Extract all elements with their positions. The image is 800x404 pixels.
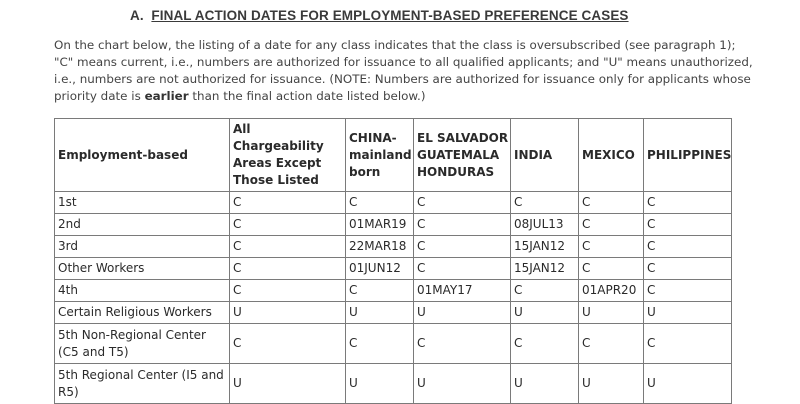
cell-china: C (346, 280, 414, 302)
table-row (55, 324, 732, 364)
cell-all-chargeability: C (230, 280, 346, 302)
cell-india: U (511, 302, 579, 324)
cell-all-chargeability: U (230, 364, 346, 404)
cell-china: C (346, 324, 414, 364)
table-row (55, 302, 732, 324)
intro-text-after: than the final action date listed below.) (188, 89, 426, 103)
table-row (55, 236, 732, 258)
header-all-chargeability: All Chargeability Areas Except Those Listed (230, 119, 346, 192)
table-row (55, 280, 732, 302)
table-row (55, 214, 732, 236)
cell-philippines: C (644, 236, 732, 258)
cell-philippines: C (644, 192, 732, 214)
header-employment-based: Employment-based (55, 119, 230, 192)
cell-mexico: U (579, 364, 644, 404)
cell-india: 15JAN12 (511, 236, 579, 258)
cell-mexico: 01APR20 (579, 280, 644, 302)
header-china: CHINA-mainland born (346, 119, 414, 192)
row-category: 3rd (55, 236, 230, 258)
cell-mexico: C (579, 258, 644, 280)
section-title: FINAL ACTION DATES FOR EMPLOYMENT-BASED PREFERENCE CASES (151, 8, 629, 23)
row-category: 5th Regional Center (I5 and R5) (55, 364, 230, 404)
cell-mexico: U (579, 302, 644, 324)
row-category: Other Workers (55, 258, 230, 280)
table-row (55, 364, 732, 404)
row-category: 4th (55, 280, 230, 302)
intro-paragraph (54, 37, 754, 105)
row-category: 5th Non-Regional Center (C5 and T5) (55, 324, 230, 364)
final-action-dates-table (54, 118, 732, 404)
cell-all-chargeability: C (230, 258, 346, 280)
cell-all-chargeability: C (230, 192, 346, 214)
cell-philippines: C (644, 258, 732, 280)
table-header-row (55, 119, 732, 192)
cell-india: 15JAN12 (511, 258, 579, 280)
cell-el-salvador: C (414, 324, 511, 364)
header-philippines: PHILIPPINES (644, 119, 732, 192)
cell-philippines: C (644, 324, 732, 364)
cell-china: U (346, 364, 414, 404)
section-heading (130, 8, 629, 23)
cell-all-chargeability: C (230, 236, 346, 258)
cell-all-chargeability: U (230, 302, 346, 324)
intro-bold-word: earlier (144, 89, 189, 103)
cell-el-salvador: 01MAY17 (414, 280, 511, 302)
cell-philippines: C (644, 280, 732, 302)
intro-text-before: On the chart below, the listing of a date for any class indicates that the class is oversubscribed (see paragraph 1); "C" means current, i.e., numbers are authorized for issuance to all qualified applicants; and "U" means unauthorized, i.e., numbers are not authorized for issuance. (NOTE: Numbers are authorized for issuance only for applicants whose priority date is (54, 38, 753, 103)
header-el-salvador-guatemala-honduras: EL SALVADOR GUATEMALA HONDURAS (414, 119, 511, 192)
header-india: INDIA (511, 119, 579, 192)
cell-el-salvador: C (414, 258, 511, 280)
cell-el-salvador: U (414, 364, 511, 404)
section-letter: A. (130, 8, 144, 23)
table-row (55, 192, 732, 214)
cell-china: 22MAR18 (346, 236, 414, 258)
cell-all-chargeability: C (230, 214, 346, 236)
cell-china: 01MAR19 (346, 214, 414, 236)
cell-el-salvador: C (414, 192, 511, 214)
cell-mexico: C (579, 192, 644, 214)
cell-india: C (511, 192, 579, 214)
cell-all-chargeability: C (230, 324, 346, 364)
cell-india: C (511, 280, 579, 302)
cell-el-salvador: C (414, 214, 511, 236)
cell-india: C (511, 324, 579, 364)
cell-china: 01JUN12 (346, 258, 414, 280)
cell-philippines: U (644, 364, 732, 404)
cell-india: U (511, 364, 579, 404)
header-mexico: MEXICO (579, 119, 644, 192)
cell-mexico: C (579, 236, 644, 258)
row-category: 1st (55, 192, 230, 214)
cell-china: C (346, 192, 414, 214)
cell-china: U (346, 302, 414, 324)
cell-mexico: C (579, 214, 644, 236)
cell-mexico: C (579, 324, 644, 364)
cell-el-salvador: C (414, 236, 511, 258)
cell-india: 08JUL13 (511, 214, 579, 236)
cell-philippines: C (644, 214, 732, 236)
row-category: 2nd (55, 214, 230, 236)
cell-philippines: U (644, 302, 732, 324)
cell-el-salvador: U (414, 302, 511, 324)
table-row (55, 258, 732, 280)
row-category: Certain Religious Workers (55, 302, 230, 324)
